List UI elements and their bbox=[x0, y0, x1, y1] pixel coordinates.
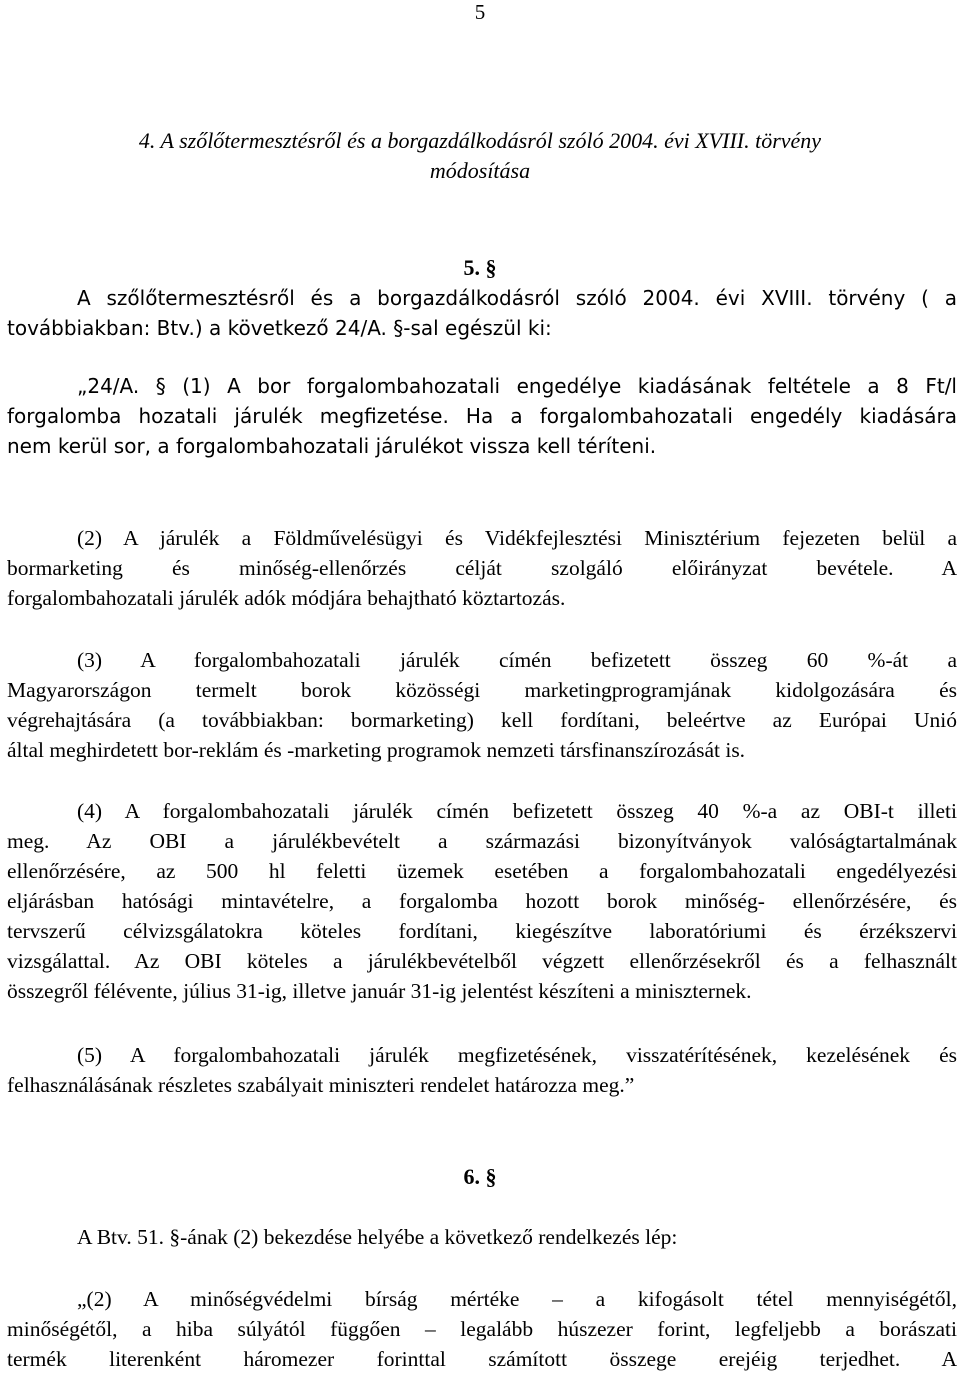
text-line: (4) A forgalombahozatali járulék címén befizetett összeg 40 %-a az OBI-t illeti bbox=[77, 799, 957, 823]
text-line: A Btv. 51. §-ának (2) bekezdése helyébe a következő rendelkezés lép: bbox=[77, 1225, 678, 1249]
text-line: tervszerű célvizsgálatokra köteles fordítani, kiegészítve laboratóriumi és érzékszervi bbox=[7, 919, 957, 943]
text-line: „24/A. § (1) A bor forgalombahozatali engedélye kiadásának feltétele a 8 Ft/l bbox=[77, 374, 957, 398]
text-line: forgalombahozatali járulék adók módjára behajtható köztartozás. bbox=[7, 586, 566, 610]
section-5-paragraph-4 bbox=[7, 796, 957, 1006]
text-line: forgalomba hozatali járulék megfizetése. Ha a forgalombahozatali engedély kiadására bbox=[7, 404, 957, 428]
section-5-heading: 5. § bbox=[463, 255, 497, 280]
section-6-heading: 6. § bbox=[463, 1164, 497, 1189]
text-line: eljárásban hatósági mintavételre, a forgalomba hozott borok minőség- ellenőrzésére, és bbox=[7, 889, 957, 913]
section-5-paragraph-2 bbox=[7, 523, 957, 613]
text-line: A szőlőtermesztésről és a borgazdálkodásról szóló 2004. évi XVIII. törvény ( a bbox=[77, 286, 957, 310]
section-6-intro bbox=[7, 1222, 957, 1252]
section-5-intro bbox=[7, 283, 957, 343]
text-line: összegről félévente, július 31-ig, illetve január 31-ig jelentést készíteni a miniszternek. bbox=[7, 979, 752, 1003]
text-line: (5) A forgalombahozatali járulék megfizetésének, visszatérítésének, kezelésének és bbox=[77, 1043, 957, 1067]
text-line: minőségétől, a hiba súlyától függően – legalább húszezer forint, legfeljebb a borászati bbox=[7, 1317, 957, 1341]
section-5-paragraph-5 bbox=[7, 1040, 957, 1100]
text-line: bormarketing és minőség-ellenőrzés célját szolgáló előirányzat bevétele. A bbox=[7, 556, 957, 580]
text-line: végrehajtására (a továbbiakban: bormarketing) kell fordítani, beleértve az Európai Unió bbox=[7, 708, 957, 732]
section-6-paragraph-1 bbox=[7, 1284, 957, 1374]
text-line: meg. Az OBI a járulékbevételt a származási bizonyítványok valóságtartalmának bbox=[7, 829, 957, 853]
text-line: (3) A forgalombahozatali járulék címén befizetett összeg 60 %-át a bbox=[77, 648, 957, 672]
chapter-title-line-1: 4. A szőlőtermesztésről és a borgazdálkodásról szóló 2004. évi XVIII. törvény bbox=[138, 128, 822, 153]
section-5-paragraph-1 bbox=[7, 371, 957, 461]
text-line: továbbiakban: Btv.) a következő 24/A. §-sal egészül ki: bbox=[7, 316, 552, 340]
page-number: 5 bbox=[474, 0, 486, 24]
chapter-title-line-2: módosítása bbox=[429, 158, 531, 183]
text-line: Magyarországon termelt borok közösségi marketingprogramjának kidolgozására és bbox=[7, 678, 957, 702]
text-line: (2) A járulék a Földművelésügyi és Vidékfejlesztési Minisztérium fejezeten belül a bbox=[77, 526, 957, 550]
text-line: ellenőrzésére, az 500 hl feletti üzemek esetében a forgalombahozatali engedélyezési bbox=[7, 859, 957, 883]
text-line: nem kerül sor, a forgalombahozatali járulékot vissza kell téríteni. bbox=[7, 434, 657, 458]
text-line: termék literenként háromezer forinttal számított összege erejéig terjedhet. A bbox=[7, 1347, 957, 1371]
text-line: „(2) A minőségvédelmi bírság mértéke – a kifogásolt tétel mennyiségétől, bbox=[77, 1287, 957, 1311]
text-line: által meghirdetett bor-reklám és -marketing programok nemzeti társfinanszírozását is. bbox=[7, 738, 746, 762]
chapter-title bbox=[0, 126, 960, 186]
text-line: vizsgálattal. Az OBI köteles a járulékbevételből végzett ellenőrzésekről és a felhasznált bbox=[7, 949, 957, 973]
text-line: felhasználásának részletes szabályait miniszteri rendelet határozza meg.” bbox=[7, 1073, 635, 1097]
section-5-paragraph-3 bbox=[7, 645, 957, 765]
